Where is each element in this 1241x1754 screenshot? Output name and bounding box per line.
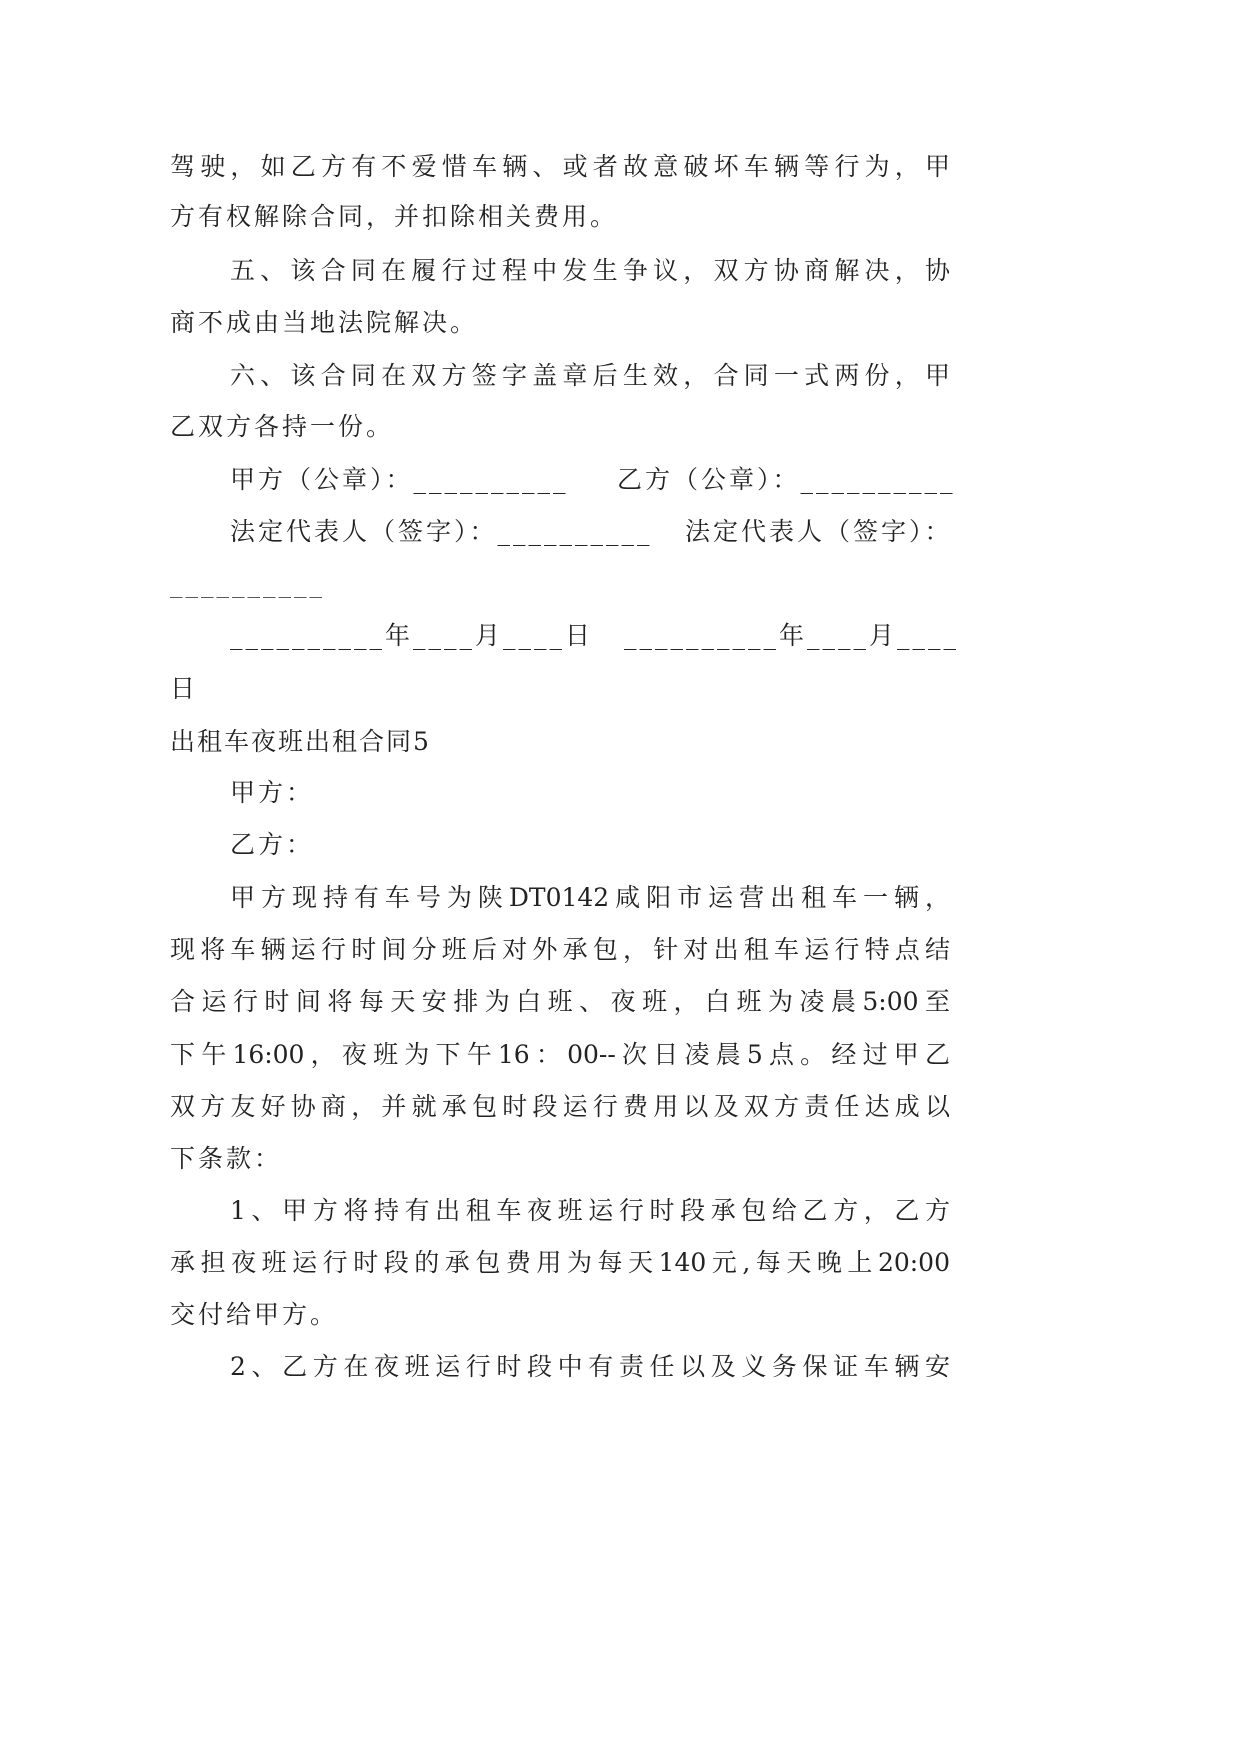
party-a-date-field: __________年____月____日 (230, 621, 594, 650)
intro-line: 合运行时间将每天安排为白班、夜班，白班为凌晨5:00至 (170, 987, 950, 1016)
party-b-date-field: __________年____月____ (624, 621, 960, 650)
term-two-line: 2、乙方在夜班运行时段中有责任以及义务保证车辆安 (230, 1352, 950, 1381)
party-b-seal-field: 乙方（公章）：__________ (617, 465, 956, 494)
party-b-date-day: 日 (170, 674, 199, 703)
date-row (0, 620, 1100, 652)
paragraph-line: 方有权解除合同，并扣除相关费用。 (170, 202, 619, 231)
clause-five-line: 五、该合同在履行过程中发生争议，双方协商解决，协 (230, 256, 950, 285)
term-one-line: 交付给甲方。 (170, 1300, 339, 1329)
party-b-label: 乙方： (230, 830, 315, 859)
clause-five-line: 商不成由当地法院解决。 (170, 308, 479, 337)
intro-line: 甲方现持有车号为陕DT0142咸阳市运营出租车一辆， (230, 883, 950, 912)
party-b-representative-blank: __________ (170, 569, 325, 598)
clause-six-line: 乙双方各持一份。 (170, 412, 395, 441)
section-title: 出租车夜班出租合同5 (170, 727, 431, 756)
term-one-line: 1、甲方将持有出租车夜班运行时段承包给乙方，乙方 (230, 1196, 950, 1225)
intro-line: 下条款： (170, 1144, 283, 1173)
intro-line: 现将车辆运行时间分班后对外承包，针对出租车运行特点结 (170, 935, 950, 964)
intro-line: 双方友好协商，并就承包时段运行费用以及双方责任达成以 (170, 1092, 950, 1121)
representative-row (0, 516, 1100, 548)
seal-row (0, 464, 1100, 496)
clause-six-line: 六、该合同在双方签字盖章后生效，合同一式两份，甲 (230, 361, 950, 390)
party-a-label: 甲方： (230, 778, 315, 807)
term-one-line: 承担夜班运行时段的承包费用为每天140元,每天晚上20:00 (170, 1248, 950, 1277)
intro-line: 下午16:00，夜班为下午16：00--次日凌晨5点。经过甲乙 (170, 1040, 950, 1069)
party-a-seal-field: 甲方（公章）：__________ (230, 465, 569, 494)
paragraph-line: 驾驶，如乙方有不爱惜车辆、或者故意破坏车辆等行为，甲 (170, 152, 950, 181)
party-b-representative-field: 法定代表人（签字）： (685, 517, 953, 546)
party-a-representative-field: 法定代表人（签字）：__________ (230, 517, 653, 546)
